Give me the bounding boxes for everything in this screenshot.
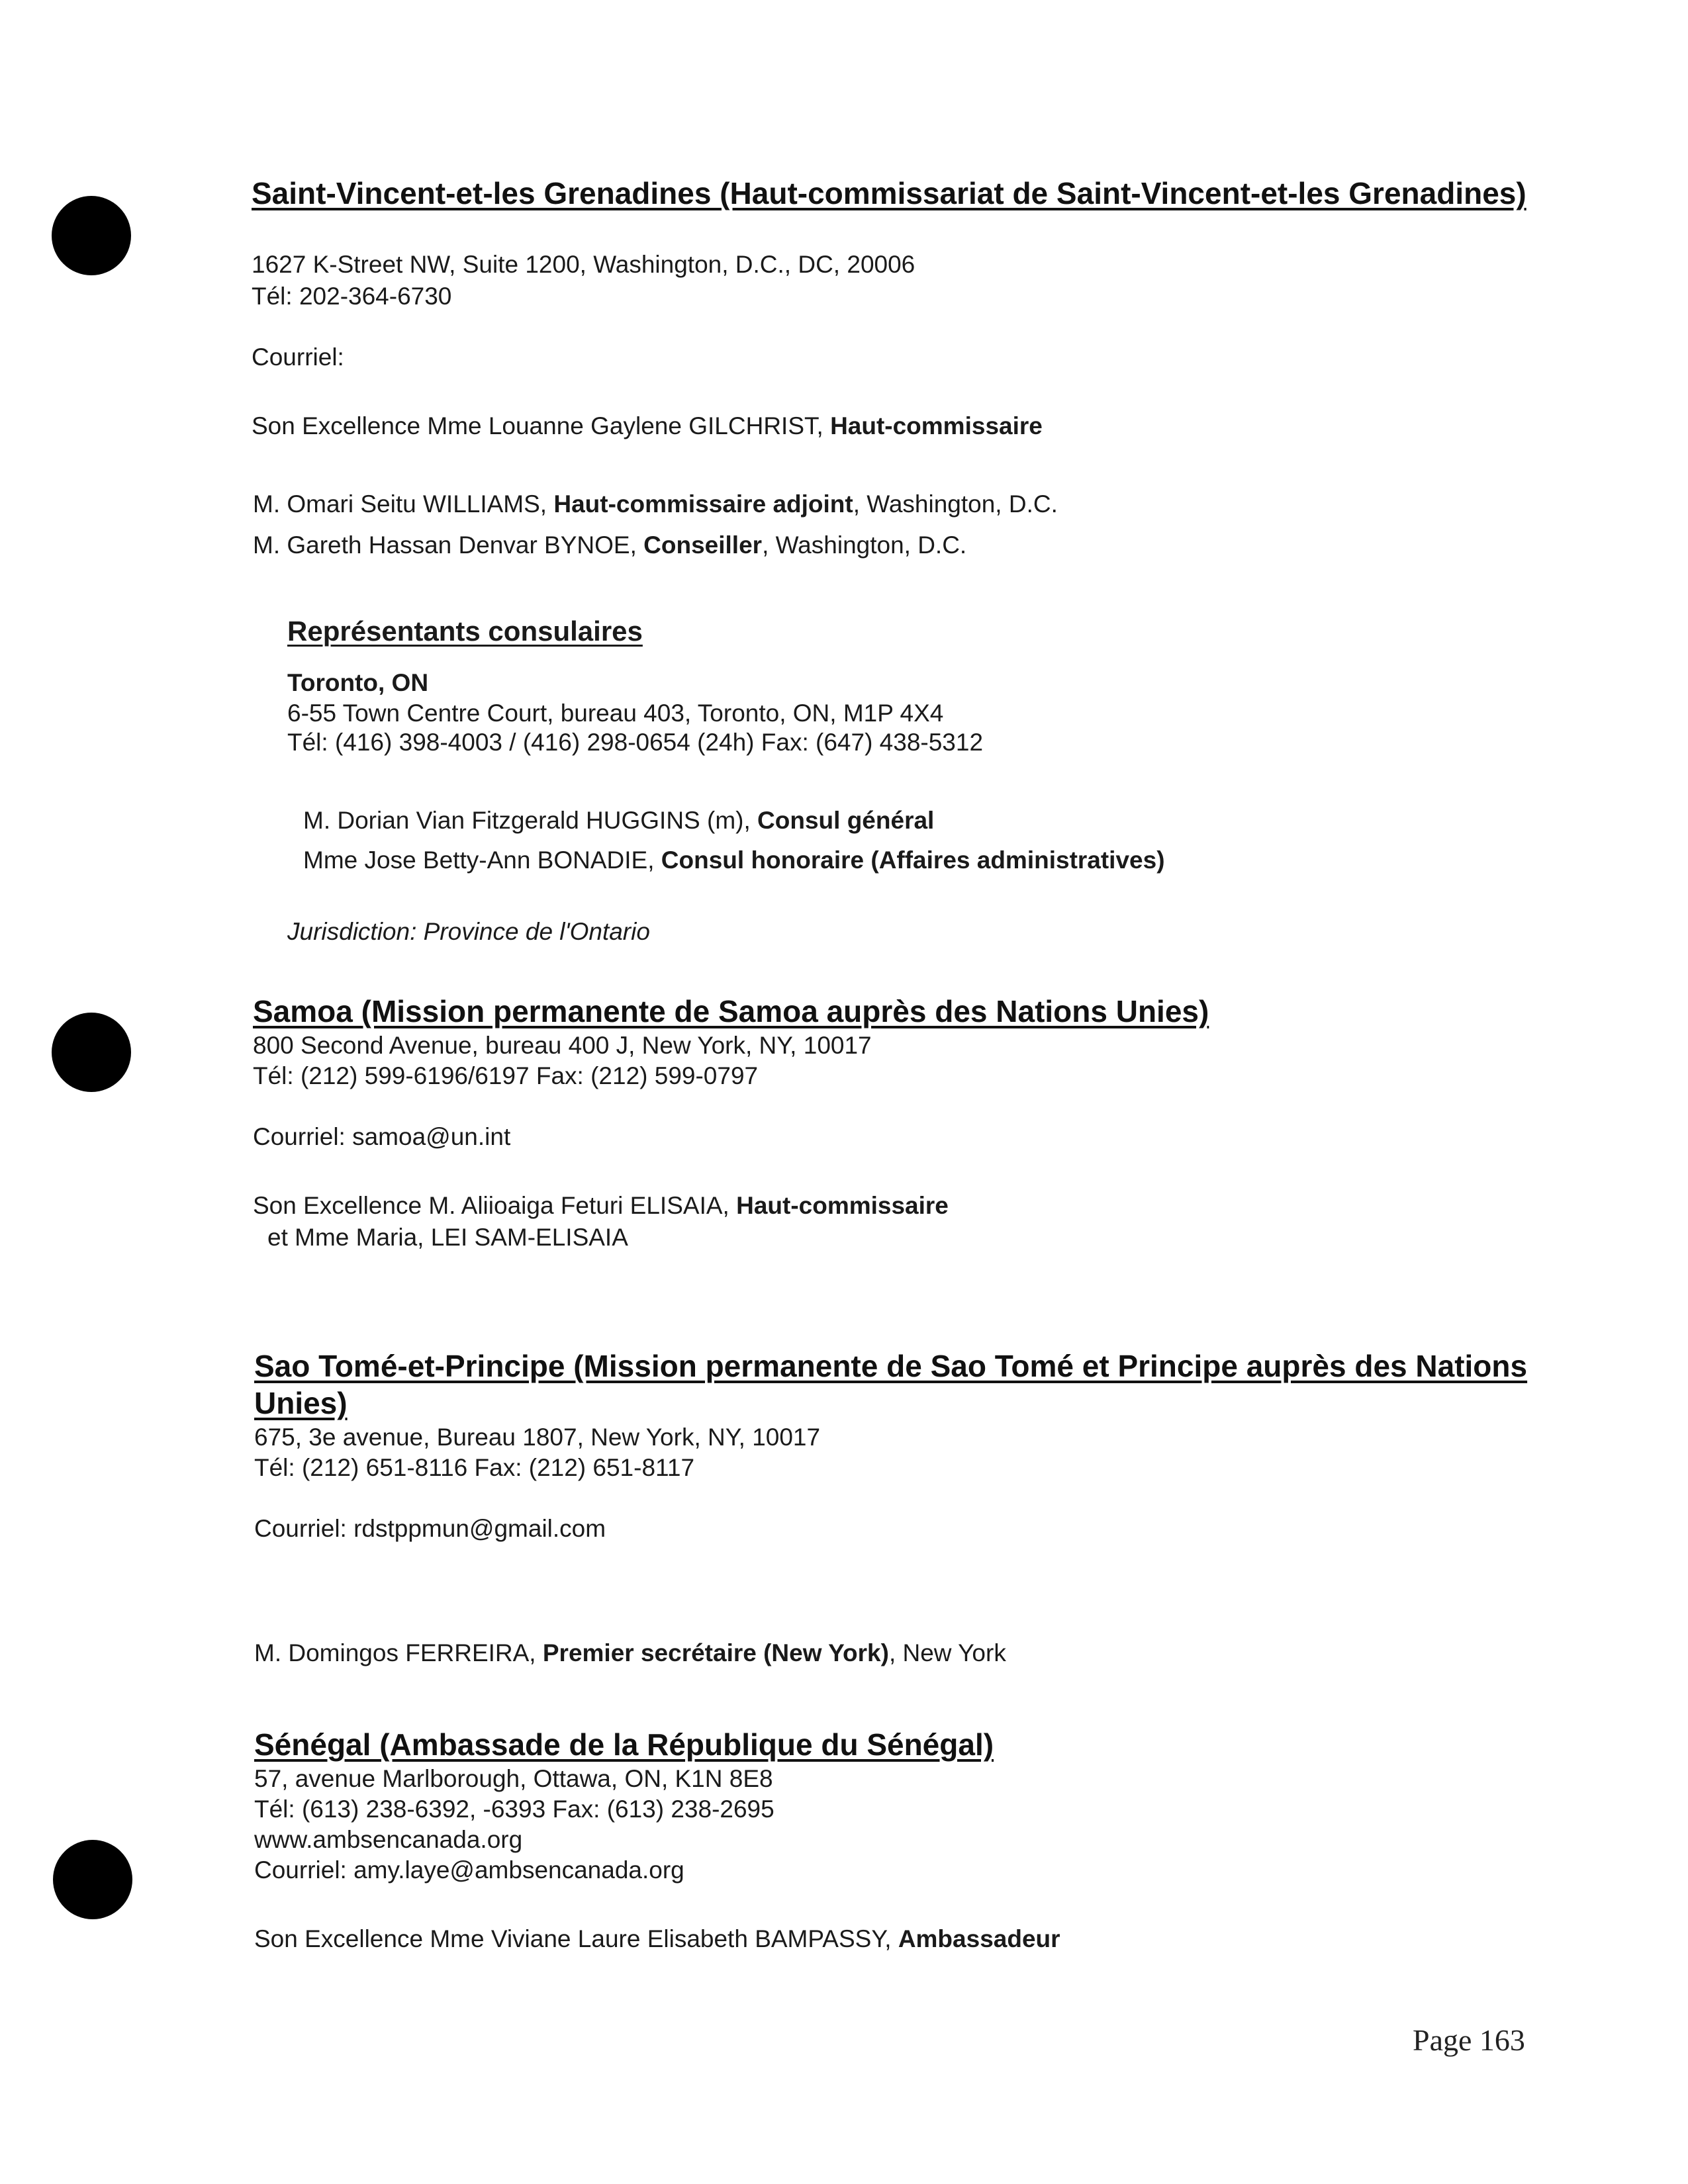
person-location: , Washington, D.C. [853, 490, 1058, 518]
phone: Tél: (212) 651-8116 Fax: (212) 651-8117 [254, 1454, 695, 1481]
person-name: Son Excellence Mme Viviane Laure Elisabeth BAMPASSY, [254, 1925, 898, 1952]
punch-hole-middle [52, 1013, 131, 1092]
person-entry [253, 529, 966, 561]
person-title: Conseiller [643, 531, 763, 559]
person-title: Consul général [757, 807, 935, 834]
person-title: Haut-commissaire adjoint [553, 490, 853, 518]
person-entry [254, 1923, 1060, 1955]
consular-person-entry [303, 805, 934, 837]
consular-address: 6-55 Town Centre Court, bureau 403, Toronto, ON, M1P 4X4 [287, 700, 944, 727]
consular-phone: Tél: (416) 398-4003 / (416) 298-0654 (24h) Fax: (647) 438-5312 [287, 729, 984, 756]
section-heading-sao-tome: Sao Tomé-et-Principe (Mission permanente de Sao Tomé et Principe auprès des Nations Unies) [254, 1349, 1528, 1420]
email: Courriel: samoa@un.int [253, 1123, 511, 1150]
address: 800 Second Avenue, bureau 400 J, New York, NY, 10017 [253, 1032, 872, 1059]
spouse-entry: et Mme Maria, LEI SAM-ELISAIA [267, 1224, 628, 1251]
punch-hole-top [52, 196, 131, 275]
person-name: M. Domingos FERREIRA, [254, 1639, 543, 1666]
phone: Tél: (212) 599-6196/6197 Fax: (212) 599-0797 [253, 1062, 759, 1089]
section-heading-senegal: Sénégal (Ambassade de la République du Sénégal) [254, 1727, 994, 1762]
address: 57, avenue Marlborough, Ottawa, ON, K1N 8E8 [254, 1765, 773, 1792]
email: Courriel: rdstppmun@gmail.com [254, 1515, 606, 1542]
person-name: Son Excellence M. Aliioaiga Feturi ELISAIA, [253, 1192, 737, 1219]
person-entry [254, 1637, 1006, 1669]
person-title: Haut-commissaire [736, 1192, 949, 1219]
person-entry [252, 410, 1043, 442]
address: 675, 3e avenue, Bureau 1807, New York, NY, 10017 [254, 1424, 821, 1451]
consular-person-entry [303, 844, 1165, 876]
person-title: Premier secrétaire (New York) [542, 1639, 889, 1666]
email: Courriel: [252, 343, 344, 371]
website: www.ambsencanada.org [254, 1826, 523, 1853]
section-heading-saint-vincent: Saint-Vincent-et-les Grenadines (Haut-commissariat de Saint-Vincent-et-les Grenadines) [252, 176, 1526, 210]
consular-heading: Représentants consulaires [287, 615, 643, 647]
person-name: M. Dorian Vian Fitzgerald HUGGINS (m), [303, 807, 758, 834]
phone: Tél: (613) 238-6392, -6393 Fax: (613) 238-2695 [254, 1796, 774, 1823]
person-title: Ambassadeur [898, 1925, 1060, 1952]
address: 1627 K-Street NW, Suite 1200, Washington, D.C., DC, 20006 [252, 251, 915, 278]
phone: Tél: 202-364-6730 [252, 283, 452, 310]
email: Courriel: amy.laye@ambsencanada.org [254, 1856, 684, 1884]
person-name: M. Gareth Hassan Denvar BYNOE, [253, 531, 644, 559]
page-number: Page 163 [1413, 2023, 1525, 2057]
person-name: Son Excellence Mme Louanne Gaylene GILCHRIST, [252, 412, 831, 439]
person-entry [253, 488, 1058, 520]
person-location: , Washington, D.C. [762, 531, 967, 559]
person-name: Mme Jose Betty-Ann BONADIE, [303, 846, 661, 874]
section-heading-samoa: Samoa (Mission permanente de Samoa auprès des Nations Unies) [253, 994, 1209, 1028]
person-location: , New York [888, 1639, 1006, 1666]
person-entry [253, 1190, 949, 1222]
person-title: Haut-commissaire [830, 412, 1043, 439]
jurisdiction-note: Jurisdiction: Province de l'Ontario [287, 918, 650, 945]
punch-hole-bottom [53, 1840, 132, 1919]
consular-city: Toronto, ON [287, 669, 429, 696]
person-title: Consul honoraire (Affaires administratives) [661, 846, 1165, 874]
person-name: M. Omari Seitu WILLIAMS, [253, 490, 554, 518]
